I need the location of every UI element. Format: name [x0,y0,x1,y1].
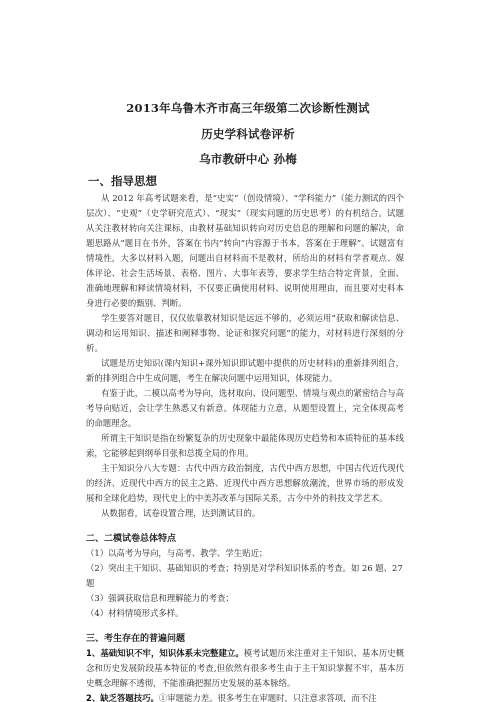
feature-item-1: （1）以高考为导向，与高考、教学、学生贴近； [86,548,268,558]
problem-item-1-text: 模考试题历来注重对主干知识、基本历史概念和历史发展阶段基本特征的考查,但依然有很多考生由于主干知识掌握不牢，基本历史概念理解不透彻，不能准确把握历史发展的基本脉络。 [86,648,405,688]
feature-item-4: （4）材料情境形式多样。 [86,608,184,618]
paragraph-guiding-2: 学生要答对题目，仅仅依靠教材知识是远远不够的，必须运用“获取和解读信息、调动和运用知识、描述和阐释事物、论证和探究问题”的能力，对材料进行深刻的分析。 [86,313,404,353]
section-heading-2: 二、二模试卷总体特点 [86,534,177,544]
paragraph-guiding-6: 主干知识分八大专题：古代中西方政治制度，古代中西方思想，中国古代近代现代的经济、近现代中西方的民主之路、近现代中西方思想解放潮流，世界市场的形成发展和全球化趋势，现代史上的中美苏改革与国际关系，古今中外的科技文学艺术。 [86,463,404,503]
section-heading-1: 一、指导思想 [88,174,157,188]
paragraph-guiding-4: 有鉴于此，二模以高考为导向，选材取向、设问题型、情境与观点的紧密结合与高考导向贴近，会让学生熟悉又有新意。体现能力立意，从题型设置上，完全体现高考的命题理念。 [86,388,404,428]
paragraph-guiding-5: 所谓主干知识是指在纷繁复杂的历史现象中最能体现历史趋势和本质特征的基本线索，它能够起到纲举目张和总揽全局的作用。 [86,433,404,458]
problem-item-1 [86,646,404,691]
document-subtitle: 历史学科试卷评析 [201,127,295,141]
problem-item-2-text: ①审题能力差。很多考生在审题时，只注意求答项，而不注 [158,693,377,702]
feature-item-2: （2）突出主干知识、基础知识的考查；特别是对学科知识体系的考查。如 26 题、27 题 [86,563,403,588]
problem-item-2-title: 2、缺乏答题技巧。 [86,693,159,702]
paragraph-guiding-7: 从数据看，试卷设置合理，达到测试目的。 [101,508,261,518]
problem-item-2 [86,691,404,702]
problem-item-1-title: 1、基础知识不牢，知识体系未完整建立。 [86,648,244,658]
paragraph-guiding-1: 从 2012 年高考试题来看，是“史实”（创设情境）、“学科能力”（能力测试的四个层次）、“史观”（史学研究范式）、“现实”（现实问题的历史思考）的有机结合。试题从关注教材转向关注课标，由教材基础知识转向对历史信息的理解和问题的解决，命题思路从“题目在书外，答案在书内”转向“内容源于书本，答案在于理解”。试题富有情境性，大多以材料入题，问题出自材料而不是教材，所给出的材料有学者观点、媒体评论、社会生活场景、表格、图片、大事年表等，要求学生结合特定背景，全面、准确地理解和释读情境材料，不仅要正确使用材料、说明使用理由，而且要对史料本身进行必要的甄别、判断。 [86,193,404,308]
feature-item-3: （3）强调获取信息和理解能力的考查； [86,593,234,603]
section-heading-3: 三、考生存在的普遍问题 [86,634,186,644]
document-title: 2013年乌鲁木齐市高三年级第二次诊断性测试 [126,101,370,115]
paragraph-guiding-3: 试题是历史知识(课内知识+课外知识即试题中提供的历史材料)的重新排列组合，新的排列组合中生成问题，考生在解决问题中运用知识，体现能力。 [86,358,404,383]
document-author: 乌市教研中心 孙梅 [199,152,297,166]
